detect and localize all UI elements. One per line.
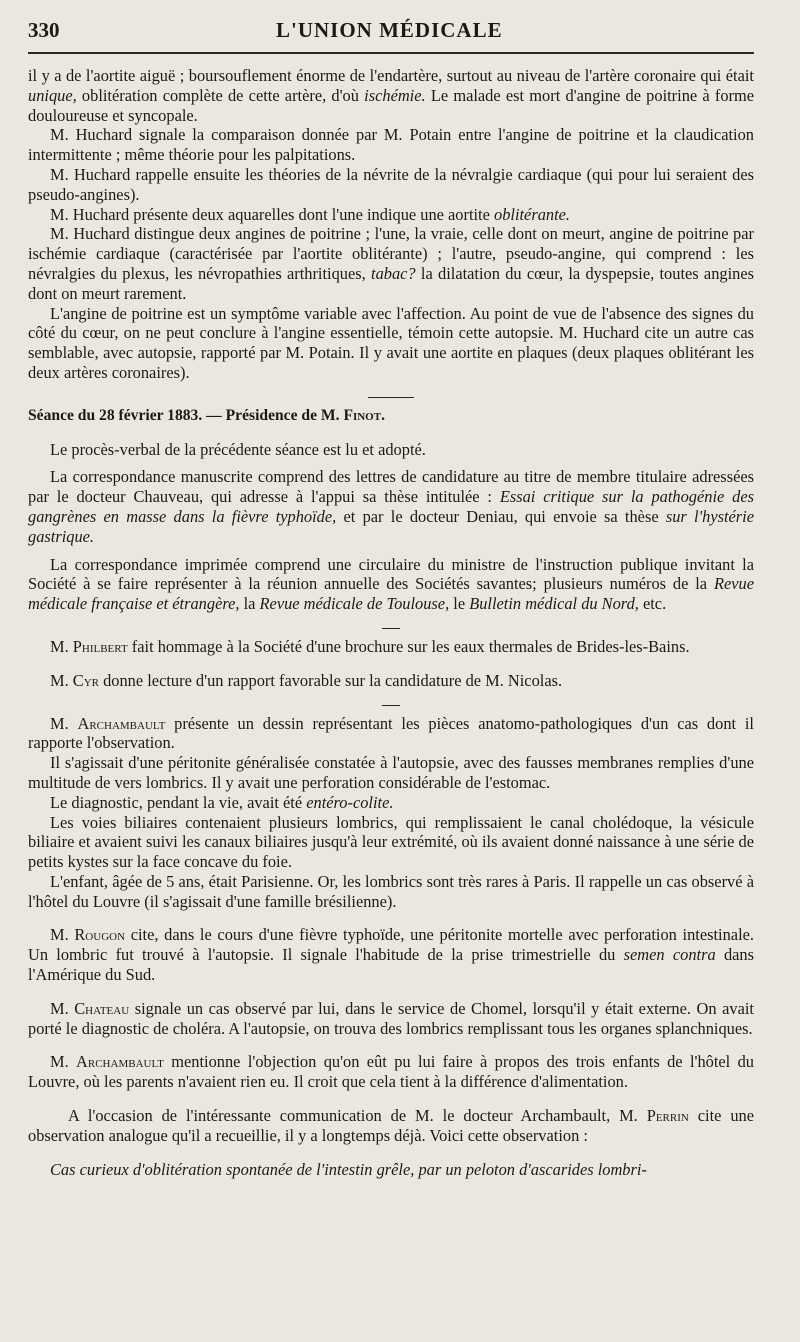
running-title: L'UNION MÉDICALE — [276, 18, 503, 42]
page-header — [28, 18, 754, 54]
paragraph-philbert: M. Philbert fait hommage à la Société d'une brochure sur les eaux thermales de Brides-les-Bains. — [50, 636, 690, 656]
paragraph-archambault-objection: M. Archambault mentionne l'objection qu'on eût pu lui faire à propos des trois enfants de l'hôtel du Louvre, où les parents n'avaient rien eu. Il croit que cela tient à la différence d'alimentation. — [28, 1052, 754, 1092]
paragraph-enfant: L'enfant, âgée de 5 ans, était Parisienne. Or, les lombrics sont très rares à Paris. Il rappelle un cas observé à l'hôtel du Louvre (il s'agissait d'une famille brésilienne). — [28, 871, 754, 911]
paragraph-archambault: M. Archambault présente un dessin représentant les pièces anatomo-pathologiques d'un cas dont il rapporte l'observation. — [28, 713, 754, 753]
paragraph-deux-angines: M. Huchard distingue deux angines de poitrine ; l'une, la vraie, celle dont on meurt, angine de poitrine par ischémie cardiaque (caractérisée par l'aortite oblitérante) ; l'autre, pseudo-angine, qui comprend : les névralgies du plexus, les névropathies arthritiques, tabac? la dilatation du cœur, la dyspepsie, toutes angines dont on meurt rarement. — [28, 224, 754, 303]
paragraph-peritonite: Il s'agissait d'une péritonite généralisée constatée à l'autopsie, avec des fausses membranes remplies d'une multitude de vers lombrics. Il y avait une perforation considérable de l'estomac. — [28, 753, 754, 792]
paragraph-cas-curieux: Cas curieux d'oblitération spontanée de l'intestin grêle, par un peloton d'ascarides lombri- — [50, 1159, 647, 1179]
page-number: 330 — [28, 18, 60, 42]
paragraph-voies-biliaires: Les voies biliaires contenaient plusieurs lombrics, qui remplissaient le canal cholédoque, la vésicule biliaire et avaient suivi les canaux biliaires jusqu'à leur extrémité, où ils avaient donné naissance à une série de petits kystes sur la face concave du foie. — [28, 812, 754, 872]
paragraph-comparaison: M. Huchard signale la comparaison donnée par M. Potain entre l'angine de poitrine et la claudication intermittente ; même théorie pour les palpitations. — [28, 125, 754, 165]
paragraph-aquarelles: M. Huchard présente deux aquarelles dont l'une indique une aortite oblitérante. — [50, 204, 571, 224]
section-divider — [368, 397, 414, 398]
paragraph-proces-verbal: Le procès-verbal de la précédente séance est lu et adopté. — [50, 439, 426, 459]
dash-divider — [382, 628, 400, 629]
paragraph-correspondance-manuscrite: La correspondance manuscrite comprend des lettres de candidature au titre de membre titulaire adressées par le docteur Chauveau, qui adresse à l'appui sa thèse intitulée : Essai critique sur la pathogénie des gangrènes en masse dans la fièvre typhoïde, et par le docteur Deniau, qui envoie sa thèse sur l'hystérie gastrique. — [28, 467, 755, 546]
paragraph-aortite: il y a de l'aortite aiguë ; boursouflement énorme de l'endartère, surtout au niveau de l'artère coronaire qui était unique, oblitération complète de cette artère, d'où ischémie. Le malade est mort d'angine de poitrine à forme douloureuse et syncopale. — [28, 66, 754, 125]
session-heading: Séance du 28 février 1883. — Présidence de M. Finot. — [28, 406, 385, 424]
paragraph-perrin: A l'occasion de l'intéressante communication de M. le docteur Archambault, M. Perrin cite une observation analogue qu'il a recueillie, il y a longtemps déjà. Voici cette observation : — [28, 1106, 754, 1145]
paragraph-diagnostic: Le diagnostic, pendant la vie, avait été entéro-colite. — [50, 792, 394, 812]
paragraph-nevrite: M. Huchard rappelle ensuite les théories de la névrite de la névralgie cardiaque (qui pour lui seraient des pseudo-angines). — [28, 164, 754, 204]
paragraph-rougon: M. Rougon cite, dans le cours d'une fièvre typhoïde, une péritonite mortelle avec perforation intestinale. Un lombric fut trouvé à l'autopsie. Il signale l'habitude de la prise trimestrielle du semen contra dans l'Amérique du Sud. — [28, 925, 754, 985]
paragraph-correspondance-imprimee: La correspondance imprimée comprend une circulaire du ministre de l'instruction publique invitant la Société à se faire représenter à la réunion annuelle des Sociétés savantes; plusieurs numéros de la Revue médicale française et étrangère, la Revue médicale de Toulouse, le Bulletin médical du Nord, etc. — [28, 554, 754, 614]
page-body — [28, 66, 754, 1179]
paragraph-cyr: M. Cyr donne lecture d'un rapport favorable sur la candidature de M. Nicolas. — [50, 670, 563, 690]
dash-divider — [382, 705, 400, 706]
paragraph-symptome: L'angine de poitrine est un symptôme variable avec l'affection. Au point de vue de l'absence des signes du côté du cœur, on ne peut conclure à l'angine essentielle, témoin cette autopsie. M. Huchard cite un autre cas semblable, avec autopsie, rapporté par M. Potain. Il y avait une aortite en plaques (deux plaques oblitérant les deux artères coronaires). — [28, 303, 754, 382]
paragraph-chateau: M. Chateau signale un cas observé par lui, dans le service de Chomel, lorsqu'il y était externe. On avait porté le diagnostic de choléra. A l'autopsie, on trouva des lombrics remplissant tous les organes splanchniques. — [28, 998, 754, 1038]
